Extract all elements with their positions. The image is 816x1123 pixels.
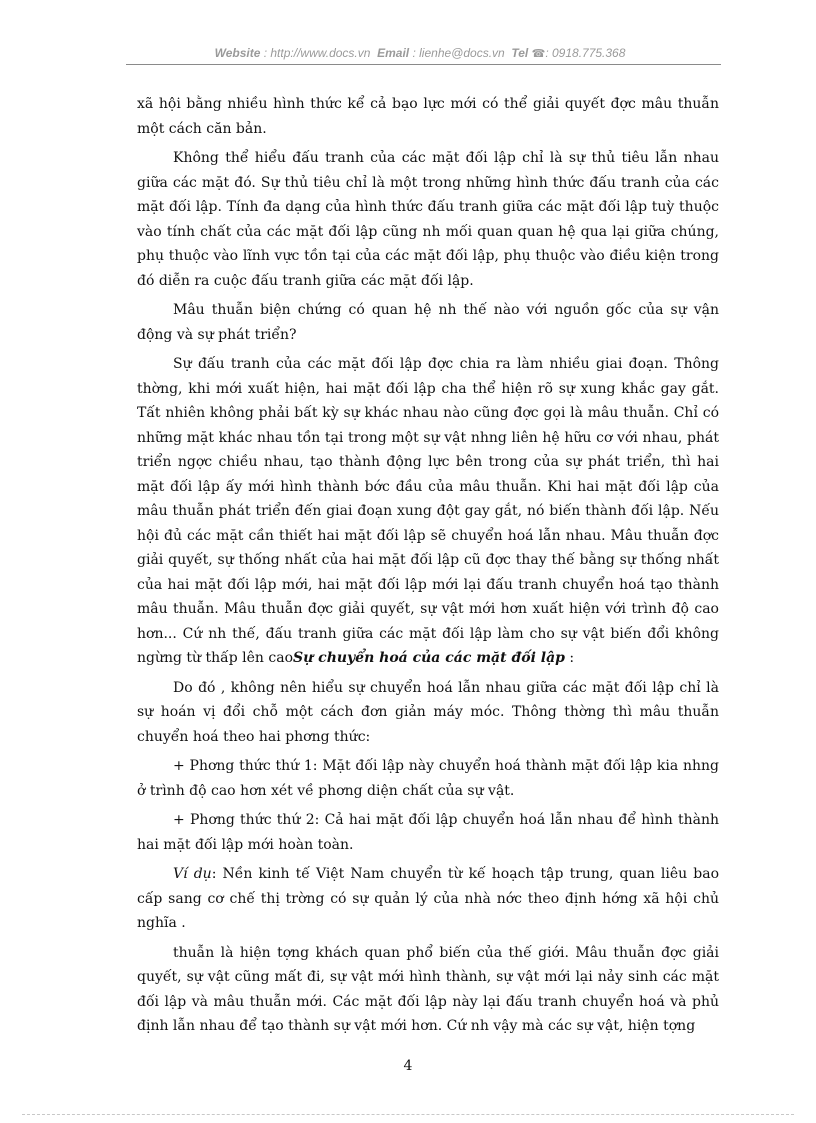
paragraph-4-text: Sự đấu tranh của các mặt đối lập đợc chia ra làm nhiều giai đoạn. Thông thờng, khi mới xuất hiện, hai mặt đối lập cha thể hiện rõ sự xung khắc gay gắt. Tất nhiên không phải bất kỳ sự khác nhau nào cũng đợc gọi là mâu thuẫn. Chỉ có những mặt khác nhau tồn tại trong một sự vật nhng liên hệ hữu cơ với nhau, phát triển ngợc chiều nhau, tạo thành động lực bên trong của sự phát triển, thì hai mặt đối lập ấy mới hình thành bớc đầu của mâu thuẫn. Khi hai mặt đối lập của mâu thuẫn phát triển đến giai đoạn xung đột gay gắt, nó biến thành đối lập. Nếu hội đủ các mặt cần thiết hai mặt đối lập sẽ chuyển hoá lẫn nhau. Mâu thuẫn đợc giải quyết, sự thống nhất của hai mặt đối lập cũ đợc thay thế bằng sự thống nhất của hai mặt đối lập mới, hai mặt đối lập mới lại đấu tranh chuyển hoá tạo thành mâu thuẫn. Mâu thuẫn đợc giải quyết, sự vật mới hơn xuất hiện với trình độ cao hơn... Cứ nh thế, đấu tranh giữa các mặt đối lập làm cho sự vật biến đổi không ngừng từ thấp lên cao <box>137 356 719 666</box>
page-header <box>120 46 720 60</box>
example-label: Ví dụ <box>173 866 212 882</box>
paragraph-4-tail: : <box>564 650 575 666</box>
header-rule <box>126 64 721 65</box>
tel-value: : 0918.775.368 <box>545 46 626 60</box>
paragraph-6: + Phơng thức thứ 1: Mặt đối lập này chuyển hoá thành mặt đối lập kia nhng ở trình độ cao hơn xét về phơng diện chất của sự vật. <box>137 758 719 799</box>
paragraph-1: xã hội bằng nhiều hình thức kể cả bạo lực mới có thể giải quyết đợc mâu thuẫn một cách căn bản. <box>137 96 719 137</box>
paragraph-9: thuẫn là hiện tợng khách quan phổ biến của thế giới. Mâu thuẫn đợc giải quyết, sự vật cũng mất đi, sự vật mới hình thành, sự vật mới lại nảy sinh các mặt đối lập và mâu thuẫn mới. Các mặt đối lập này lại đấu tranh chuyển hoá và phủ định lẫn nhau để tạo thành sự vật mới hơn. Cứ nh vậy mà các sự vật, hiện tợng <box>137 944 719 1034</box>
email-value: : lienhe@docs.vn <box>412 46 505 60</box>
email-label: Email <box>377 46 410 60</box>
paragraph-5: Do đó , không nên hiểu sự chuyển hoá lẫn nhau giữa các mặt đối lập chỉ là sự hoán vị đổi chỗ một cách đơn giản máy móc. Thông thờng thì mâu thuẫn chuyển hoá theo hai phơng thức: <box>137 679 719 745</box>
paragraph-3: Mâu thuẫn biện chứng có quan hệ nh thế nào với nguồn gốc của sự vận động và sự phát triển? <box>137 302 719 343</box>
website-value: : http://www.docs.vn <box>263 46 371 60</box>
page-number: 4 <box>403 1058 413 1074</box>
phone-icon: ☎ <box>531 48 546 60</box>
tel-label: Tel <box>511 46 529 60</box>
paragraph-8-text: : Nền kinh tế Việt Nam chuyển từ kế hoạch tập trung, quan liêu bao cấp sang cơ chế thị trờng có sự quản lý của nhà nớc theo định hớng xã hội chủ nghĩa . <box>137 866 719 931</box>
website-label: Website <box>214 46 261 60</box>
document-body <box>137 92 719 1044</box>
paragraph-4 <box>137 352 719 671</box>
paragraph-7: + Phơng thức thứ 2: Cả hai mặt đối lập chuyển hoá lẫn nhau để hình thành hai mặt đối lập mới hoàn toàn. <box>137 812 719 853</box>
page-bottom-border <box>22 1114 794 1115</box>
paragraph-8 <box>137 862 719 936</box>
paragraph-4-heading: Sự chuyển hoá của các mặt đối lập <box>293 650 565 666</box>
paragraph-2: Không thể hiểu đấu tranh của các mặt đối lập chỉ là sự thủ tiêu lẫn nhau giữa các mặt đó. Sự thủ tiêu chỉ là một trong những hình thức đấu tranh của các mặt đối lập. Tính đa dạng của hình thức đấu tranh giữa các mặt đối lập tuỳ thuộc vào tính chất của các mặt đối lập cũng nh mối quan quan hệ qua lại giữa chúng, phụ thuộc vào lĩnh vực tồn tại của các mặt đối lập, phụ thuộc vào điều kiện trong đó diễn ra cuộc đấu tranh giữa các mặt đối lập. <box>137 150 719 289</box>
